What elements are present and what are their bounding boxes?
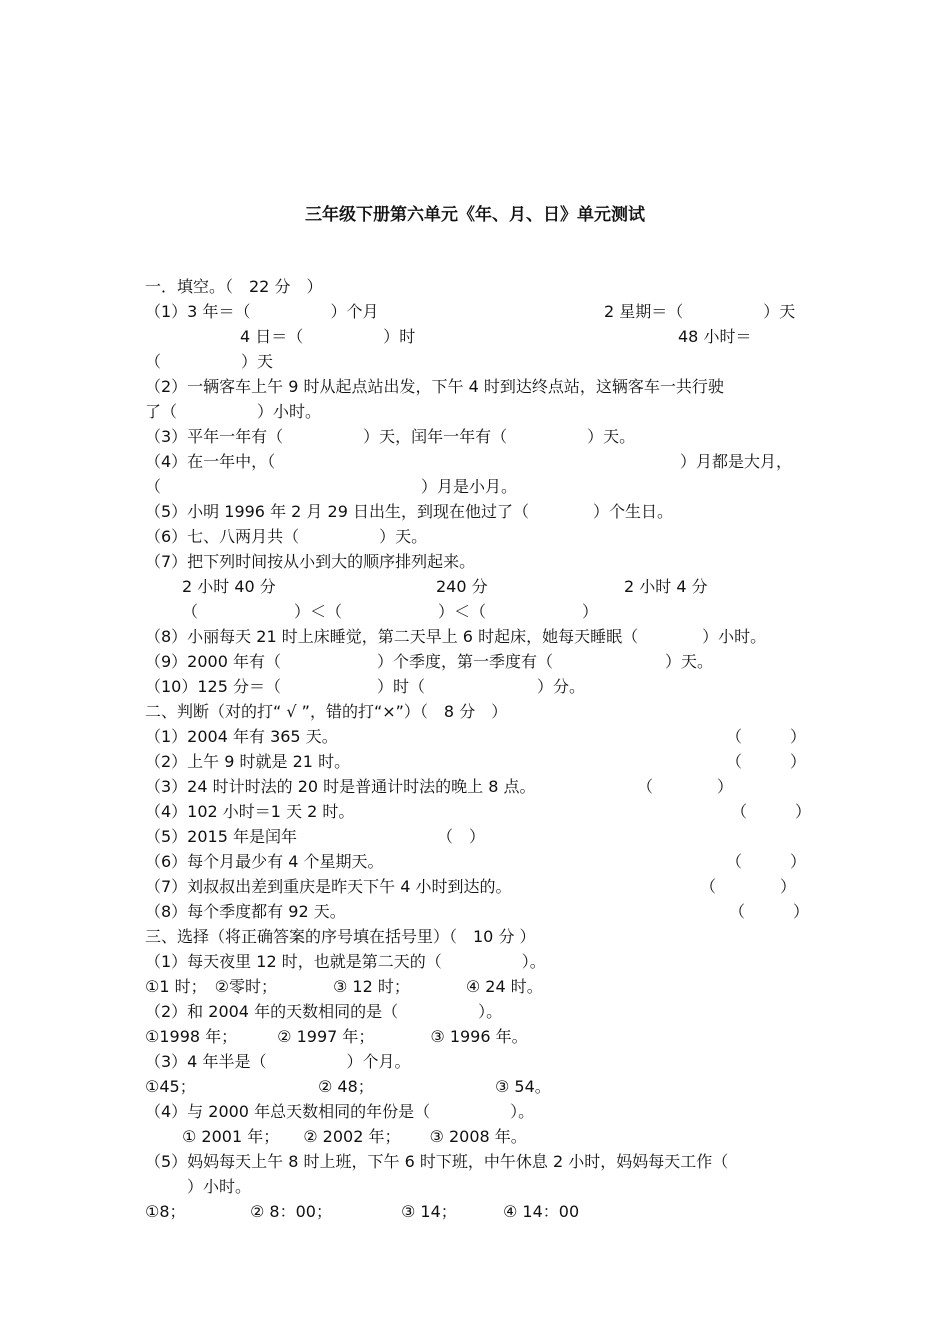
text-line: （3）24 时计时法的 20 时是普通计时法的晚上 8 点。 (145, 777, 536, 796)
text-line: （8）每个季度都有 92 天。 (145, 902, 346, 921)
text-line: ）月都是大月， (680, 452, 793, 471)
text-line: ①45； (145, 1077, 196, 1096)
text-line: （ ） (726, 752, 807, 771)
text-line: （4）在一年中，（ (145, 452, 276, 471)
text-line: 2 小时 4 分 (624, 577, 708, 596)
text-line: 二、判断（对的打“ √ ”，错的打“×”）（ 8 分 ） (145, 702, 508, 721)
text-line: 一．填空。（ 22 分 ） (145, 277, 323, 296)
text-line: （4）与 2000 年总天数相同的年份是（ ）。 (145, 1102, 535, 1121)
text-line: （3）4 年半是（ ）个月。 (145, 1052, 411, 1071)
text-line: （ ）＜（ ）＜（ ） (182, 602, 599, 621)
text-line: ③ 54。 (495, 1077, 551, 1096)
text-line: ② 8：00； (250, 1202, 332, 1221)
text-line: （2）和 2004 年的天数相同的是（ ）。 (145, 1002, 503, 1021)
text-line: ①8； (145, 1202, 186, 1221)
text-line: ① 2001 年； ② 2002 年； ③ 2008 年。 (182, 1127, 527, 1146)
text-line: （ ） (726, 852, 807, 871)
page-title: 三年级下册第六单元《年、月、日》单元测试 (305, 205, 645, 225)
text-line: （1）每天夜里 12 时，也就是第二天的（ ）。 (145, 952, 546, 971)
text-line: 三、选择（将正确答案的序号填在括号里）（ 10 分 ） (145, 927, 536, 946)
text-line: （7）刘叔叔出差到重庆是昨天下午 4 小时到达的。 (145, 877, 512, 896)
text-line: （9）2000 年有（ ）个季度，第一季度有（ ）天。 (145, 652, 713, 671)
text-line: ④ 14：00 (503, 1202, 580, 1221)
text-line: 48 小时＝ (678, 327, 752, 346)
text-line: ①1998 年； ② 1997 年； ③ 1996 年。 (145, 1027, 528, 1046)
text-line: （5）妈妈每天上午 8 时上班，下午 6 时下班，中午休息 2 小时，妈妈每天工作（ (145, 1152, 729, 1171)
text-line: ③ 14； (401, 1202, 457, 1221)
text-line: （ ） (700, 877, 797, 896)
text-line: （ ） (729, 902, 810, 921)
text-line: （5）小明 1996 年 2 月 29 日出生，到现在他过了（ ）个生日。 (145, 502, 673, 521)
text-line: （1）3 年＝（ ）个月 (145, 302, 379, 321)
text-line: （4）102 小时＝1 天 2 时。 (145, 802, 355, 821)
text-line: ）小时。 (187, 1177, 252, 1196)
text-line: （ (145, 477, 162, 496)
text-line: （ ） (437, 827, 486, 846)
text-line: （10）125 分＝（ ）时（ ）分。 (145, 677, 585, 696)
text-line: （2）上午 9 时就是 21 时。 (145, 752, 351, 771)
text-line: （8）小丽每天 21 时上床睡觉，第二天早上 6 时起床，她每天睡眠（ ）小时。 (145, 627, 767, 646)
text-line: （3）平年一年有（ ）天，闰年一年有（ ）天。 (145, 427, 636, 446)
text-line: （2）一辆客车上午 9 时从起点站出发，下午 4 时到达终点站，这辆客车一共行驶 (145, 377, 724, 396)
text-line: 2 星期＝（ ）天 (604, 302, 796, 321)
text-line: （ ） (726, 727, 807, 746)
text-line: 240 分 (436, 577, 488, 596)
text-line: （6）七、八两月共（ ）天。 (145, 527, 428, 546)
text-line: （7）把下列时间按从小到大的顺序排列起来。 (145, 552, 476, 571)
text-line: （1）2004 年有 365 天。 (145, 727, 338, 746)
text-line: （5）2015 年是闰年 (145, 827, 297, 846)
text-line: （6）每个月最少有 4 个星期天。 (145, 852, 384, 871)
text-line: （ ）天 (145, 352, 274, 371)
text-line: ）月是小月。 (421, 477, 518, 496)
text-line: ② 48； (318, 1077, 374, 1096)
text-line: 4 日＝（ ）时 (240, 327, 416, 346)
text-line: （ ） (731, 802, 812, 821)
text-line: （ ） (637, 777, 734, 796)
text-line: 了（ ）小时。 (145, 402, 322, 421)
text-line: 2 小时 40 分 (182, 577, 276, 596)
text-line: ①1 时； ②零时； ③ 12 时； ④ 24 时。 (145, 977, 543, 996)
